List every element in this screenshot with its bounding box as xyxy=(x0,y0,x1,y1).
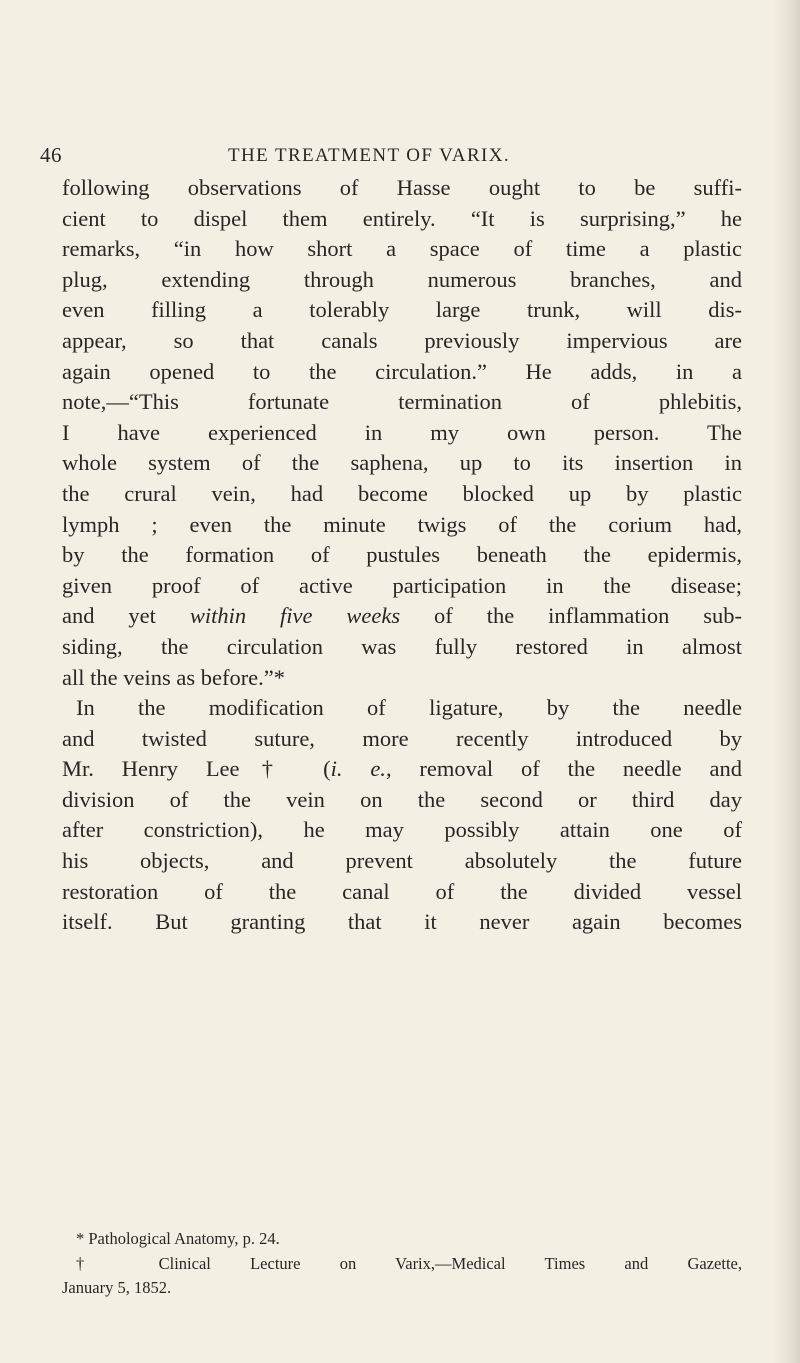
text-line: given proof of active participation in the disease; xyxy=(62,572,742,598)
text-line: division of the vein on the second or third day xyxy=(62,786,742,812)
text-line xyxy=(62,601,742,632)
text-line: In the modification of ligature, by the needle xyxy=(76,695,742,721)
text-line: restoration of the canal of the divided vessel xyxy=(62,878,742,904)
text-line: note,—“This fortunate termination of phlebitis, xyxy=(62,389,742,415)
text-segment: Mr. Henry Lee† ( xyxy=(62,756,331,782)
text-segment: of the inflammation sub- xyxy=(434,603,743,629)
text-line: I have experienced in my own person. The xyxy=(62,419,742,445)
text-line: and twisted suture, more recently introduced by xyxy=(62,725,742,751)
footnotes xyxy=(62,1227,742,1301)
footnote-continuation: January 5, 1852. xyxy=(62,1278,172,1297)
text-line: following observations of Hasse ought to be suffi- xyxy=(62,175,742,200)
emphasis-text: i. e. xyxy=(330,756,386,782)
text-line: again opened to the circulation.” He adds, in a xyxy=(62,358,742,384)
text-line: the crural vein, had become blocked up by plastic xyxy=(62,480,742,506)
text-line: by the formation of pustules beneath the epidermis, xyxy=(62,542,742,568)
footnote: † Clinical Lecture on Varix,—Medical Times and Gazette, xyxy=(76,1253,742,1273)
running-head: THE TREATMENT OF VARIX. xyxy=(228,145,511,166)
text-line: all the veins as before.”* xyxy=(62,664,286,690)
page-edge-shadow xyxy=(772,0,800,1363)
text-line: remarks, “in how short a space of time a plastic xyxy=(62,236,742,262)
text-line xyxy=(62,754,742,785)
text-line: itself. But granting that it never again becomes xyxy=(62,909,742,935)
text-segment: , removal of the needle and xyxy=(385,756,742,782)
footnote: * Pathological Anatomy, p. 24. xyxy=(76,1229,280,1248)
text-line: siding, the circulation was fully restored in almost xyxy=(62,633,742,659)
page-number: 46 xyxy=(40,143,62,167)
body-text xyxy=(62,173,742,938)
text-line: his objects, and prevent absolutely the future xyxy=(62,848,742,874)
text-line: plug, extending through numerous branches, and xyxy=(62,266,742,292)
text-line: appear, so that canals previously impervious are xyxy=(62,327,742,353)
text-line: lymph ; even the minute twigs of the corium had, xyxy=(62,511,742,537)
text-line: even filling a tolerably large trunk, will dis- xyxy=(62,297,742,323)
text-line: cient to dispel them entirely. “It is surprising,” he xyxy=(62,205,742,231)
text-line: after constriction), he may possibly attain one of xyxy=(62,817,742,843)
emphasis-text: within five weeks xyxy=(189,603,401,629)
text-segment: and yet xyxy=(62,603,156,629)
text-line: whole system of the saphena, up to its insertion in xyxy=(62,450,742,476)
